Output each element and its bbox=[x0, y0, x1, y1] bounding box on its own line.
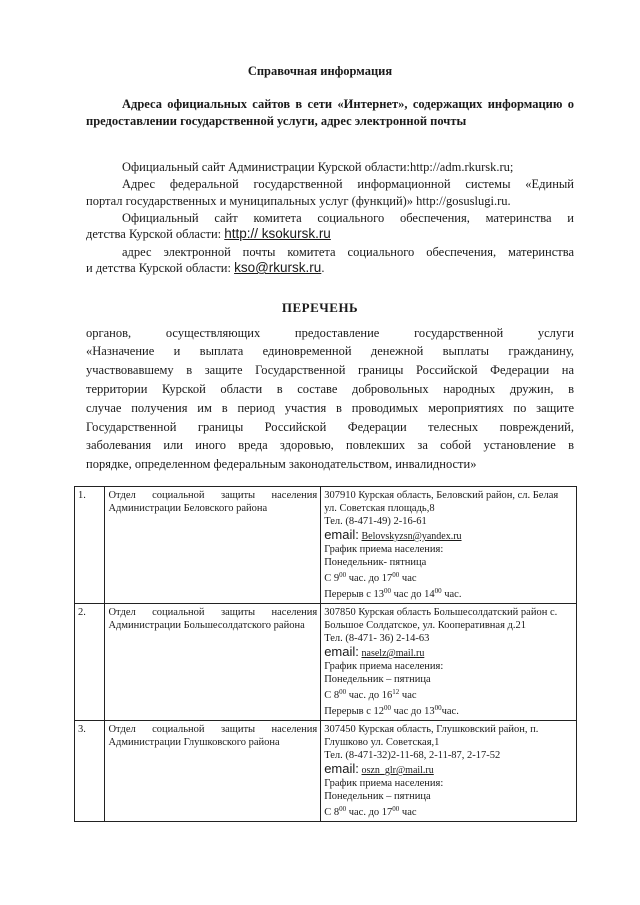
paragraph-line-1: органов, осуществляющих предоставление государственной услуги bbox=[86, 326, 574, 340]
department-name: Отдел социальной защиты населения Администрации Беловского района bbox=[105, 487, 321, 604]
hours-from: С 9 bbox=[324, 573, 340, 584]
break-to-sup: 00 bbox=[434, 704, 442, 712]
schedule-title: График приема населения: bbox=[324, 661, 444, 672]
subtitle-text: Адреса официальных сайтов в сети «Интернет», содержащих информацию о предоставлении государственной услуги, адрес электронной почты bbox=[86, 97, 574, 128]
break-from: Перерыв с 13 bbox=[324, 589, 385, 600]
paragraph-line-4: территории Курской области в составе добровольных народных дружин, в bbox=[86, 382, 574, 396]
email-label: email: bbox=[324, 644, 359, 659]
phone: Тел. (8-471-32)2-11-68, 2-11-87, 2-17-52 bbox=[324, 750, 501, 761]
departments-table bbox=[74, 486, 577, 822]
department-contacts bbox=[321, 721, 577, 822]
schedule-title: График приема населения: bbox=[324, 544, 444, 555]
info-line-6: адрес электронной почты комитета социального обеспечения, материнства bbox=[122, 245, 574, 259]
row-number: 3. bbox=[75, 721, 105, 822]
hours-mid: час. до 16 bbox=[346, 690, 393, 701]
schedule-break bbox=[324, 585, 573, 601]
kso-email-link[interactable]: kso@rkursk.ru bbox=[234, 260, 322, 275]
break-mid: час до 14 bbox=[391, 589, 435, 600]
email-link[interactable]: naselz@mail.ru bbox=[361, 648, 425, 659]
info-line-5-text: детства Курской области: bbox=[86, 227, 222, 241]
break-from: Перерыв с 12 bbox=[324, 706, 385, 717]
email-label: email: bbox=[324, 527, 359, 542]
row-number: 2. bbox=[75, 604, 105, 721]
subtitle bbox=[86, 96, 574, 130]
info-line-7-end: . bbox=[321, 261, 325, 275]
hours-from: С 8 bbox=[324, 690, 340, 701]
hours-end: час bbox=[399, 690, 417, 701]
hours-from-sup: 00 bbox=[339, 571, 347, 579]
info-line-1: Официальный сайт Администрации Курской области:http://adm.rkursk.ru; bbox=[122, 160, 514, 174]
info-line-7-text: и детства Курской области: bbox=[86, 261, 231, 275]
paragraph-line-7: заболевания или иного вреда здоровью, повлекших за собой установление в bbox=[86, 438, 574, 452]
schedule-days: Понедельник – пятница bbox=[324, 674, 431, 685]
phone: Тел. (8-471- 36) 2-14-63 bbox=[324, 633, 430, 644]
hours-mid: час. до 17 bbox=[346, 573, 393, 584]
table-row bbox=[75, 487, 577, 604]
hours-to-sup: 00 bbox=[392, 805, 400, 813]
email-line bbox=[324, 762, 573, 777]
hours-mid: час. до 17 bbox=[346, 807, 393, 818]
email-link[interactable]: oszn_glr@mail.ru bbox=[361, 765, 434, 776]
hours-from-sup: 00 bbox=[339, 805, 347, 813]
hours-end: час bbox=[399, 807, 417, 818]
break-from-sup: 00 bbox=[384, 704, 392, 712]
email-label: email: bbox=[324, 761, 359, 776]
schedule-break bbox=[324, 702, 573, 718]
phone: Тел. (8-471-49) 2-16-61 bbox=[324, 516, 427, 527]
list-heading: ПЕРЕЧЕНЬ bbox=[281, 300, 359, 315]
hours-to-sup: 12 bbox=[392, 688, 400, 696]
info-line-7 bbox=[86, 260, 324, 276]
address: 307910 Курская область, Беловский район, сл. Белая ул. Советская площадь,8 bbox=[324, 490, 559, 514]
schedule-hours bbox=[324, 686, 573, 702]
hours-end: час bbox=[399, 573, 417, 584]
break-mid: час до 13 bbox=[391, 706, 435, 717]
department-contacts bbox=[321, 487, 577, 604]
department-name: Отдел социальной защиты населения Администрации Глушковского района bbox=[105, 721, 321, 822]
email-line bbox=[324, 528, 573, 543]
page-title: Справочная информация bbox=[247, 64, 393, 78]
paragraph-line-8: порядке, определенном федеральным законодательством, инвалидности» bbox=[86, 457, 477, 471]
paragraph-line-5: случае получения им в период участия в проводимых мероприятиях по защите bbox=[86, 401, 574, 415]
ksokursk-link[interactable]: http:// ksokursk.ru bbox=[224, 226, 331, 241]
table-row bbox=[75, 604, 577, 721]
schedule-title: График приема населения: bbox=[324, 778, 444, 789]
paragraph-line-3: участвовавшему в защите Государственной границы Российской Федерации на bbox=[86, 363, 574, 377]
schedule-hours bbox=[324, 803, 573, 819]
address: 307850 Курская область Большесолдатский район с. Большое Солдатское, ул. Кооперативная д.21 bbox=[324, 607, 558, 631]
paragraph-line-2: «Назначение и выплата единовременной денежной выплаты гражданину, bbox=[86, 344, 574, 358]
hours-to-sup: 00 bbox=[392, 571, 400, 579]
info-line-5 bbox=[86, 226, 331, 242]
info-line-3: портал государственных и муниципальных услуг (функций)» http://gosuslugi.ru. bbox=[86, 194, 511, 208]
department-contacts bbox=[321, 604, 577, 721]
schedule-hours bbox=[324, 569, 573, 585]
email-line bbox=[324, 645, 573, 660]
break-to-sup: 00 bbox=[434, 587, 442, 595]
paragraph-line-6: Государственной границы Российской Федерации телесных повреждений, bbox=[86, 420, 574, 434]
break-end: час. bbox=[441, 706, 459, 717]
hours-from: С 8 bbox=[324, 807, 340, 818]
info-line-2: Адрес федеральной государственной информационной системы «Единый bbox=[122, 177, 574, 191]
schedule-days: Понедельник – пятница bbox=[324, 791, 431, 802]
info-line-4: Официальный сайт комитета социального обеспечения, материнства и bbox=[122, 211, 574, 225]
break-end: час. bbox=[441, 589, 462, 600]
table-row bbox=[75, 721, 577, 822]
schedule-days: Понедельник- пятница bbox=[324, 557, 427, 568]
department-name: Отдел социальной защиты населения Администрации Большесолдатского района bbox=[105, 604, 321, 721]
hours-from-sup: 00 bbox=[339, 688, 347, 696]
break-from-sup: 00 bbox=[384, 587, 392, 595]
email-link[interactable]: Belovskyzsn@yandex.ru bbox=[361, 531, 462, 542]
address: 307450 Курская область, Глушковский район, п. Глушково ул. Советская,1 bbox=[324, 724, 539, 748]
row-number: 1. bbox=[75, 487, 105, 604]
